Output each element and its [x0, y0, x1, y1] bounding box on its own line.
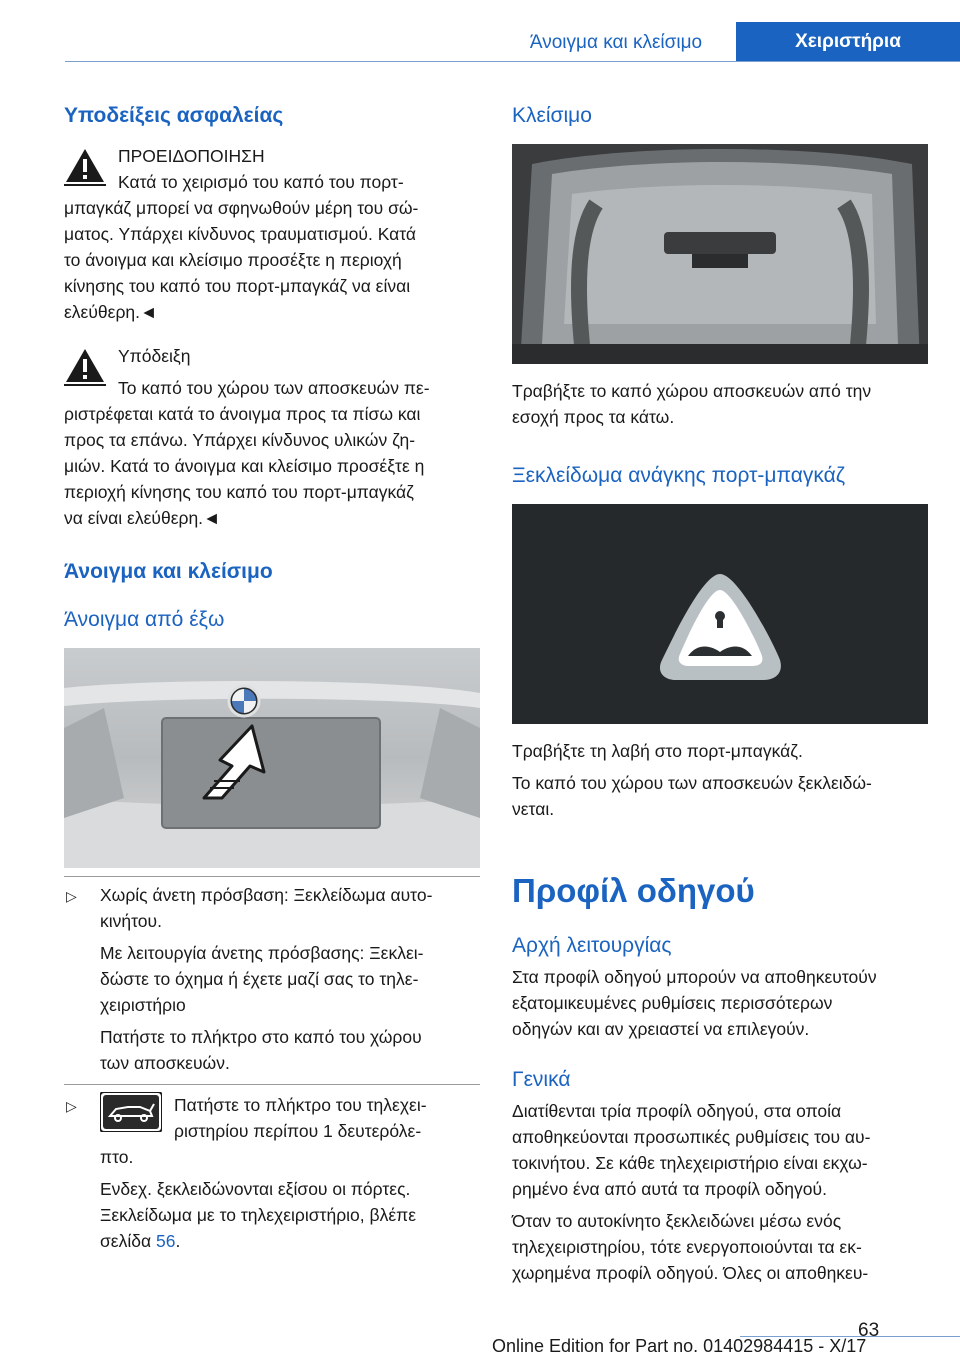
edition-note: Online Edition for Part no. 01402984415 - X/17 [492, 1336, 867, 1356]
warning-triangle-icon [64, 146, 106, 186]
page-reference-link[interactable]: 56 [155, 1231, 176, 1251]
note-text-line: Το καπό του χώρου των αποσκευών πε- [118, 378, 430, 398]
warning-label: ΠΡΟΕΙΔΟΠΟΙΗΣΗ [118, 146, 265, 166]
bullet-text-line: ριστηρίου περίπου 1 δευτερόλε- [174, 1121, 422, 1141]
bullet-text-line: Πατήστε το πλήκτρο του τηλεχει- [174, 1095, 427, 1115]
remote-trunk-button-icon [100, 1092, 162, 1132]
driver-profiles-heading: Προφίλ οδηγού [512, 872, 755, 909]
closing-text-line: εσοχή προς τα κάτω. [512, 407, 675, 427]
bullet-text-line: χειριστήριο [100, 995, 186, 1015]
bullet-marker: ▷ [66, 1098, 77, 1114]
trunk-lid-photo [64, 648, 480, 868]
warning-text-line: το άνοιγμα και κλείσιμο προσέξτε η περιοχή [64, 250, 402, 270]
bullet-separator [64, 1084, 480, 1085]
principle-text-line: Στα προφίλ οδηγού μπορούν να αποθηκευτούν [512, 967, 877, 987]
open-from-outside-heading: Άνοιγμα από έξω [64, 608, 225, 631]
note-text-line: προς τα επάνω. Υπάρχει κίνδυνος υλικών ζη- [64, 430, 416, 450]
principle-heading: Αρχή λειτουργίας [512, 934, 672, 957]
general-text-line: τοκινήτου. Σε κάθε τηλεχειριστήριο είναι εκχω- [512, 1153, 868, 1173]
page-reference-prefix: σελίδα [100, 1231, 156, 1251]
bullet-text-line: Χωρίς άνετη πρόσβαση: Ξεκλείδωμα αυτο- [100, 885, 433, 905]
header-rule [65, 61, 960, 62]
bullet-marker: ▷ [66, 888, 77, 904]
trunk-interior-photo [512, 144, 928, 364]
safety-notes-heading: Υποδείξεις ασφαλείας [64, 104, 284, 127]
general-text-line: χωρημένα προφίλ οδηγού. Όλες οι αποθηκευ- [512, 1263, 869, 1283]
warning-text-line: ματος. Υπάρχει κίνδυνος τραυματισμού. Κατά [64, 224, 417, 244]
running-header-section: Άνοιγμα και κλείσιμο [529, 32, 703, 53]
warning-text-line: κίνησης του καπό του πορτ-μπαγκάζ να είναι [64, 276, 411, 296]
open-close-heading: Άνοιγμα και κλείσιμο [64, 560, 273, 583]
page-number: 63 [858, 1320, 880, 1341]
note-text-line: ριστρέφεται κατά το άνοιγμα προς τα πίσω και [64, 404, 421, 424]
closing-text-line: Τραβήξτε το καπό χώρου αποσκευών από την [512, 381, 872, 401]
bullet-text-line: των αποσκευών. [100, 1053, 230, 1073]
bullet-text-line: Ξεκλείδωμα με το τηλεχειριστήριο, βλέπε [100, 1205, 416, 1225]
page-reference-line [100, 1228, 180, 1254]
emergency-text-line: Τραβήξτε τη λαβή στο πορτ-μπαγκάζ. [512, 741, 803, 761]
bullet-text-line: πτο. [100, 1147, 134, 1167]
general-text-line: Διατίθενται τρία προφίλ οδηγού, στα οποία [512, 1101, 842, 1121]
warning-text-line: μπαγκάζ μπορεί να σφηνωθούν μέρη του σώ- [64, 198, 419, 218]
emergency-release-photo [512, 504, 928, 724]
general-text-line: αποθηκεύονται προσωπικές ρυθμίσεις του αυ- [512, 1127, 871, 1147]
bullet-text-line: Πατήστε το πλήκτρο στο καπό του χώρου [100, 1027, 422, 1047]
warning-triangle-icon [64, 346, 106, 386]
note-label: Υπόδειξη [118, 346, 191, 366]
warning-text-line: ελεύθερη.◄ [64, 302, 158, 322]
bullet-text-line: δώστε το όχημα ή έχετε μαζί σας το τηλε- [100, 969, 419, 989]
bullet-text-line: Ενδεχ. ξεκλειδώνονται εξίσου οι πόρτες. [100, 1179, 411, 1199]
note-text-line: μιών. Κατά το άνοιγμα και κλείσιμο προσέξτε η [64, 456, 425, 476]
general-text-line: ρημένο ένα από αυτά τα προφίλ οδηγού. [512, 1179, 827, 1199]
bullet-text-line: κινήτου. [100, 911, 162, 931]
bullet-text-line: Με λειτουργία άνετης πρόσβασης: Ξεκλει- [100, 943, 424, 963]
general-text-line: Όταν το αυτοκίνητο ξεκλειδώνει μέσω ενός [512, 1211, 842, 1231]
principle-text-line: οδηγών και αν χρειαστεί να επιλεγούν. [512, 1019, 810, 1039]
general-heading: Γενικά [512, 1068, 571, 1091]
principle-text-line: εξατομικευμένες ρυθμίσεις περισσότερων [512, 993, 833, 1013]
general-text-line: τηλεχειριστηρίου, τότε ενεργοποιούνται τα εκ- [512, 1237, 862, 1257]
running-header-chapter: Χειριστήρια [736, 22, 960, 62]
page-reference-suffix: . [175, 1231, 181, 1251]
emergency-text-line: Το καπό του χώρου των αποσκευών ξεκλειδώ- [512, 773, 872, 793]
emergency-text-line: νεται. [512, 799, 555, 819]
note-text-line: περιοχή κίνησης του καπό του πορτ-μπαγκάζ [64, 482, 414, 502]
closing-heading: Κλείσιμο [512, 104, 592, 127]
warning-text-line: Κατά το χειρισμό του καπό του πορτ- [118, 172, 404, 192]
bullet-separator [64, 876, 480, 877]
emergency-unlock-heading: Ξεκλείδωμα ανάγκης πορτ-μπαγκάζ [512, 464, 845, 487]
note-text-line: να είναι ελεύθερη.◄ [64, 508, 221, 528]
